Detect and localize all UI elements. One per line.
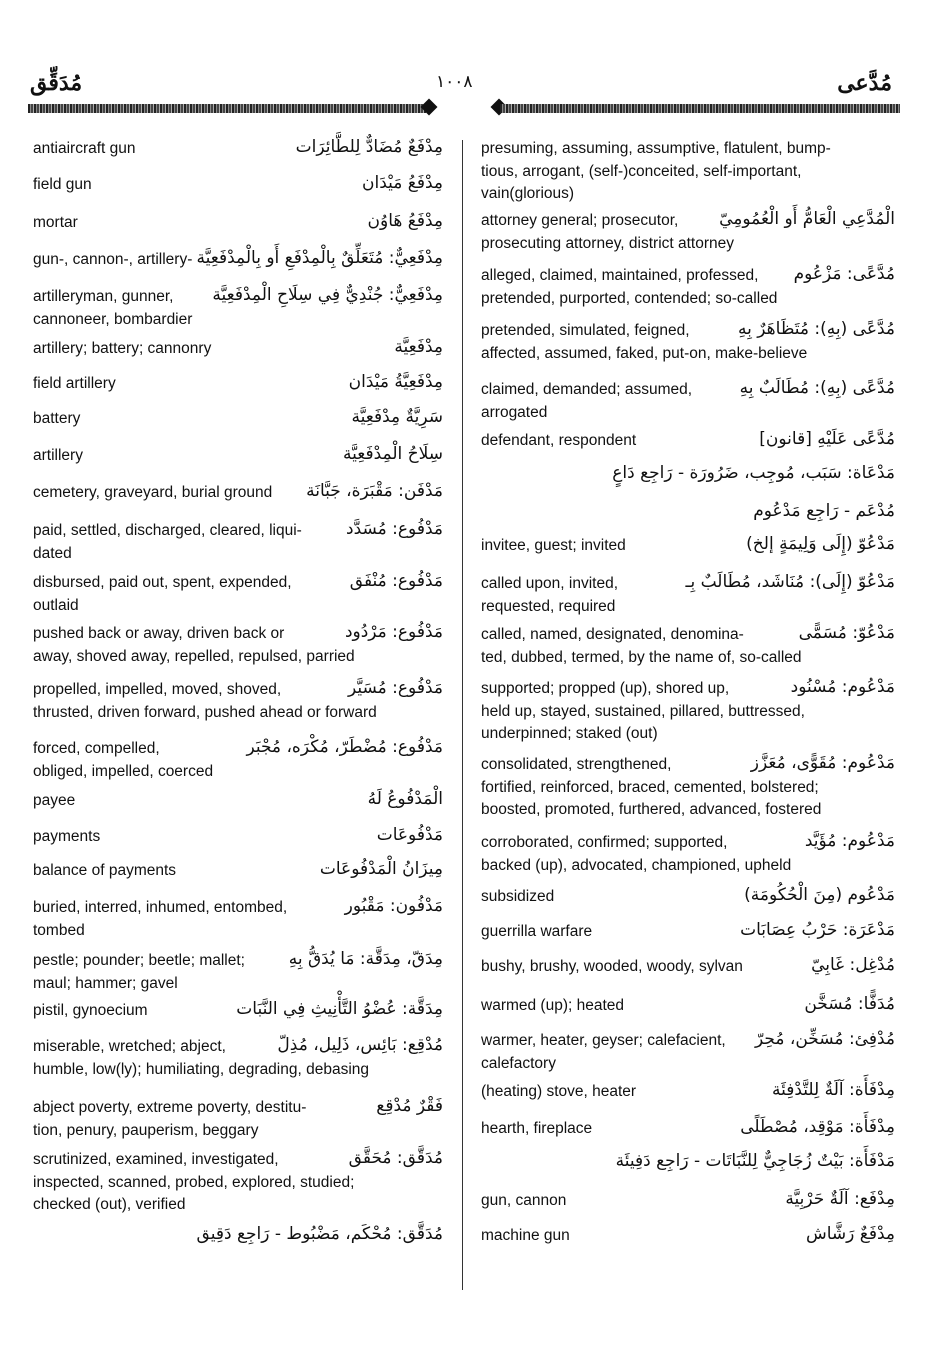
dictionary-entry [481,535,895,558]
dictionary-entry [33,249,443,272]
entry-definition-line: gun, cannon [481,1192,567,1209]
entry-definition-line: artillery; battery; cannonry [33,340,212,357]
entry-headword-arabic: مَدْفُوع: مُنْفَق [346,570,443,593]
entry-definition-line: prosecuting attorney, district attorney [481,234,735,252]
header-rule-right [500,104,900,113]
dictionary-entry [481,1225,895,1248]
dictionary-entry [33,897,443,942]
entry-definition-line: calefactory [481,1054,556,1072]
entry-headword-arabic: مِدْفَع: آلَةٌ حَرْبِيَّة [781,1188,895,1211]
entry-headword-arabic: مَدْفُوع: مُضْطَرّ، مُكْرَه، مُجْبَر [242,736,443,759]
entry-definition-line: affected, assumed, faked, put-on, make-believe [481,344,808,362]
entry-definition-line: abject poverty, extreme poverty, destitu- [33,1099,307,1116]
entry-headword-arabic: مُدَقَّق: مُحْكَم، مَضْبُوط - رَاجِع دَقِيق [196,1224,443,1244]
entry-definition-line: boosted, promoted, furthered, advanced, fostered [481,801,822,818]
entry-definition-line: pushed back or away, driven back or [33,625,285,642]
entry-headword-arabic: مُدْقِع: بَائِس، ذَلِيل، مُذِلّ [273,1034,443,1057]
entry-definition-line: cemetery, graveyard, burial ground [33,484,273,501]
entry-headword-arabic: مِيزَانُ الْمَدْفُوعَات [316,858,443,881]
dictionary-entry [481,921,895,944]
entry-definition-line: battery [33,410,81,427]
entry-definition-line: thrusted, driven forward, pushed ahead or forward [33,703,377,721]
dictionary-entry [481,1118,895,1141]
entry-definition-line: guerrilla warfare [481,923,593,940]
entry-headword-arabic: مُدَّعًى (بِهِ): مُتَظَاهَرٌ بِهِ [734,318,895,341]
dictionary-entry [33,212,443,235]
dictionary-entry [481,320,895,365]
entry-definition-line: called upon, invited, [481,575,619,592]
entry-definition-line: dated [33,544,72,562]
entry-headword-arabic: مَدْفُوع: مُسَدَّد [342,518,443,541]
dictionary-entry [481,754,895,822]
entry-headword-arabic: مِدْفَأَة: آلَةٌ لِلتَّدْفِئَة [768,1079,895,1102]
entry-definition-line: invitee, guest; invited [481,537,626,554]
entry-definition-line: tombed [33,921,85,939]
entry-definition-line: ted, dubbed, termed, by the name of, so-called [481,648,802,666]
entry-headword-arabic: مِدْفَأَة: مَوْقِد، مُصْطَلًى [736,1116,895,1139]
entry-definition-line: payee [33,792,76,809]
entry-headword-arabic: مَدْفُوع: مَرْدُود [341,621,443,644]
entry-headword-arabic: مِدْفَعِيٌّ: مُتَعَلِّقٌ بِالْمِدْفَعِ أَو بِالْمِدْفَعِيَّة [193,247,443,270]
entry-headword-arabic: مَدْفُوعَات [373,824,443,847]
entry-headword-arabic: الْمُدَّعِي الْعَامُّ أَو الْعُمُومِيّ [715,208,895,231]
entry-definition-line: humble, low(ly); humiliating, degrading, debasing [33,1060,370,1078]
dictionary-entry [33,338,443,361]
entry-definition-line: warmed (up); heated [481,997,625,1014]
dictionary-entry [33,286,443,331]
entry-headword-arabic: مَدْفَن: مَقْبَرَة، جَبَّانَة [302,480,443,503]
entry-definition-line: artillery [33,447,83,464]
entry-headword-arabic: سَرِيَّةٌ مِدْفَعِيَّة [348,406,443,429]
entry-definition-line: arrogated [481,403,548,421]
entry-headword-arabic: سِلَاحُ الْمِدْفَعِيَّة [339,443,443,466]
entry-headword-arabic: مَدْفُون: مَقْبُور [341,895,443,918]
entry-headword-arabic: مِدْفَعُ هَاوُن [364,210,443,233]
entry-headword-arabic: مُدَقَّق: مُحَقَّق [345,1147,443,1170]
entry-definition-line: maul; hammer; gavel [33,974,178,992]
entry-definition-line: called, named, designated, denomina- [481,626,744,643]
entry-definition-line: pretended, purported, contended; so-called [481,289,778,307]
dictionary-entry [481,210,895,255]
entry-definition-line: corroborated, confirmed; supported, [481,834,728,851]
entry-definition-line: requested, required [481,597,616,615]
entry-headword-arabic: مَدْعُوّ (إِلَى وَلِيمَةٍ إلخ) [742,533,895,556]
entry-definition-line: pretended, simulated, feigned, [481,322,690,339]
entry-definition-line: cannoneer, bombardier [33,310,193,328]
entry-definition-line: checked (out), verified [33,1196,186,1213]
dictionary-entry [481,832,895,877]
dictionary-entry [481,1081,895,1104]
entry-definition-line: away, shoved away, repelled, repulsed, parried [33,647,355,665]
entry-definition-line: disbursed, paid out, spent, expended, [33,574,292,591]
dictionary-entry [481,379,895,424]
entry-headword-arabic: مِدْفَعٌ مُضَادٌّ لِلطَّائِرَات [292,136,443,159]
entry-definition-line: miserable, wretched; abject, [33,1038,226,1055]
entry-definition-line: antiaircraft gun [33,140,136,157]
dictionary-entry [481,138,895,206]
dictionary-entry [481,573,895,618]
dictionary-entry [33,373,443,396]
entry-definition-line: supported; propped (up), shored up, [481,680,730,697]
dictionary-entry [33,790,443,813]
dictionary-entry [33,408,443,431]
dictionary-entry [33,1149,443,1217]
entry-headword-arabic: فَقْرٌ مُدْقِع [372,1095,443,1118]
dictionary-entry [33,950,443,995]
entry-definition-line: propelled, impelled, moved, shoved, [33,681,282,698]
entry-definition-line: vain(glorious) [481,185,575,202]
entry-headword-arabic: مِدْفَعِيَّة [390,336,443,359]
entry-definition-line: obliged, impelled, coerced [33,762,214,780]
entry-headword-arabic: مُدَّعًى عَلَيْهِ [قانون] [755,428,895,451]
entry-headword-arabic: مِدْفَعِيَّةُ مَيْدَان [345,371,443,394]
entry-definition-line: bushy, brushy, wooded, woody, sylvan [481,958,743,975]
entry-definition-line: (heating) stove, heater [481,1083,637,1100]
dictionary-entry [33,445,443,468]
entry-definition-line: tious, arrogant, (self-)conceited, self-important, [481,162,802,180]
entry-headword-arabic: مِدْفَعُ مَيْدَان [358,172,443,195]
entry-headword-arabic: مِدْفَعِيٌّ: جُنْدِيٌّ فِي سِلَاحِ الْمِدْفَعِيَّة [208,284,443,307]
dictionary-entry [481,265,895,310]
entry-definition-line: fortified, reinforced, braced, cemented, bolstered; [481,778,819,796]
entry-headword-arabic: مَدْفَأَة: بَيْتٌ زُجَاجِيٌّ لِلنَّبَاتَات - رَاجِع دَفِيئَة [615,1151,895,1171]
dictionary-entry [481,430,895,453]
dictionary-entry [33,1097,443,1142]
entry-definition-line: alleged, claimed, maintained, professed, [481,267,759,284]
entry-definition-line: artilleryman, gunner, [33,288,174,305]
entry-definition-line: mortar [33,214,78,231]
dictionary-entry [481,1030,895,1075]
column-divider [462,140,463,1290]
dictionary-entry [33,860,443,883]
entry-headword-arabic: مَدْفُوع: مُسَيَّر [344,677,443,700]
entry-definition-line: attorney general; prosecutor, [481,212,679,229]
dictionary-entry [33,572,443,617]
entry-headword-arabic: مُدْفِئ: مُسَخِّن، مُحِرّ [751,1028,895,1051]
entry-definition-line: backed (up), advocated, championed, upheld [481,856,792,874]
entry-headword-arabic: مَدْعُوم: مُقَوًّى، مُعَزَّز [747,752,895,775]
entry-headword-arabic: مَدْعَاة: سَبَب، مُوجِب، ضَرُورَة - رَاجِع دَاعٍ [612,463,895,483]
dictionary-entry [33,826,443,849]
dictionary-entry [33,1000,443,1023]
dictionary-entry [481,624,895,669]
entry-definition-line: warmer, heater, geyser; calefacient, [481,1032,726,1049]
entry-definition-line: pistil, gynoecium [33,1002,148,1019]
dictionary-entry [33,738,443,783]
entry-headword-arabic: مُدْعَم - رَاجِع مَدْعُوم [753,501,895,521]
entry-headword-arabic: الْمَدْفُوعُ لَهُ [364,788,443,811]
entry-definition-line: paid, settled, discharged, cleared, liqui- [33,522,302,539]
entry-definition-line: underpinned; staked (out) [481,725,658,742]
entry-headword-arabic: مَدْعَرَة: حَرْبُ عِصَابَات [736,919,895,942]
dictionary-entry [33,623,443,668]
entry-definition-line: pestle; pounder; beetle; mallet; [33,952,245,969]
entry-definition-line: field artillery [33,375,116,392]
entry-definition-line: scrutinized, examined, investigated, [33,1151,279,1168]
dictionary-entry [33,1036,443,1081]
entry-definition-line: payments [33,828,101,845]
entry-definition-line: balance of payments [33,862,177,879]
entry-definition-line: claimed, demanded; assumed, [481,381,693,398]
dictionary-entry [33,138,443,161]
entry-headword-arabic: مُدْغِل: غَابِيّ [807,954,895,977]
entry-headword-arabic: مَدْعُوم: مُسْنُود [787,676,895,699]
entry-headword-arabic: مَدْعُوّ (إِلَى): مُنَاشَد، مُطَالَبٌ بِـ [681,571,895,594]
entry-definition-line: subsidized [481,888,555,905]
dictionary-entry [481,1190,895,1213]
page-number: ١٠٠٨ [436,72,473,92]
dictionary-entry [33,679,443,724]
entry-headword-arabic: مُدَّعًى (بِهِ): مُطَالَبٌ بِهِ [736,377,895,400]
dictionary-entry [33,482,443,505]
dictionary-entry [481,678,895,746]
entry-definition-line: outlaid [33,596,79,614]
entry-definition-line: held up, stayed, sustained, pillared, buttressed, [481,702,805,720]
left-running-headword: مُدَقِّق [30,70,83,96]
entry-definition-line: hearth, fireplace [481,1120,593,1137]
dictionary-entry [33,174,443,197]
entry-definition-line: forced, compelled, [33,740,160,757]
entry-definition-line: presuming, assuming, assumptive, flatulent, bump- [481,140,831,157]
entry-headword-arabic: مُدَّعًى: مَزْعُوم [790,263,895,286]
entry-definition-line: buried, interred, inhumed, entombed, [33,899,288,916]
entry-definition-line: inspected, scanned, probed, explored, studied; [33,1173,355,1191]
entry-headword-arabic: مَدْعُوّ: مُسَمًّى [795,622,895,645]
entry-definition-line: consolidated, strengthened, [481,756,672,773]
entry-definition-line: machine gun [481,1227,570,1244]
dictionary-entry [481,956,895,979]
right-running-headword: مُدَّعى [837,70,892,96]
entry-headword-arabic: مِدَقّ، مِدَقَّة: مَا يُدَقُّ بِهِ [285,948,443,971]
entry-headword-arabic: مُدَفًّا: مُسَخَّن [800,993,895,1016]
dictionary-entry [481,995,895,1018]
entry-headword-arabic: مِدْفَعٌ رَشَّاش [802,1223,895,1246]
header-rule-left [28,104,426,113]
entry-headword-arabic: مِدَقَّة: عُضْوُ التَّأْنِيثِ فِي النَّبَات [232,998,443,1021]
entry-definition-line: defendant, respondent [481,432,637,449]
dictionary-entry [481,886,895,909]
dictionary-entry [33,520,443,565]
entry-definition-line: tion, penury, pauperism, beggary [33,1121,259,1139]
entry-headword-arabic: مَدْعُوم: مُؤَيَّد [801,830,895,853]
entry-definition-line: gun-, cannon-, artillery- [33,251,193,268]
entry-headword-arabic: مَدْعُوم (مِنَ الْحُكُومَة) [740,884,895,907]
entry-definition-line: field gun [33,176,92,193]
